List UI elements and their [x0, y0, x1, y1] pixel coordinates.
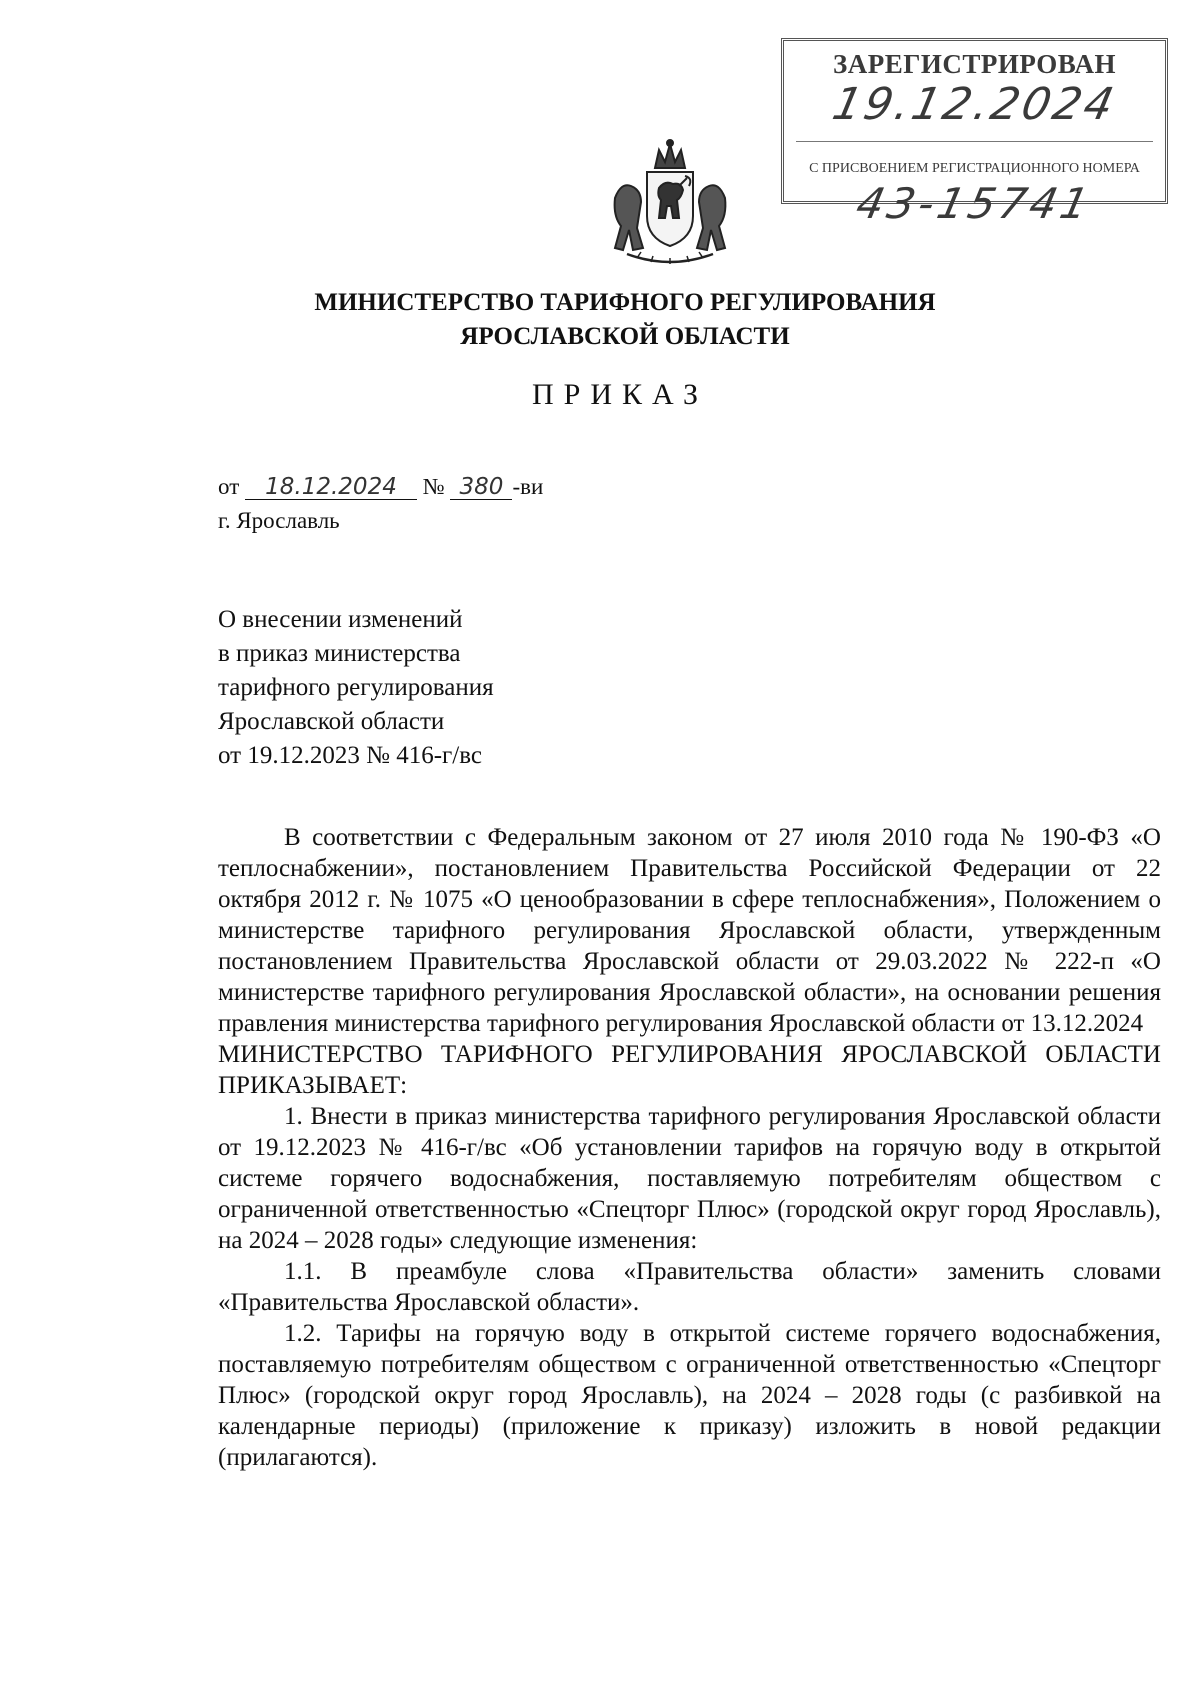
- decree-paragraph: МИНИСТЕРСТВО ТАРИФНОГО РЕГУЛИРОВАНИЯ ЯРОСЛАВСКОЙ ОБЛАСТИ ПРИКАЗЫВАЕТ:: [218, 1041, 1161, 1099]
- city: г. Ярославль: [218, 508, 340, 533]
- subject-line: тарифного регулирования: [218, 674, 494, 701]
- document-type-title: ПРИКАЗ: [532, 378, 708, 411]
- subject-line: О внесении изменений: [218, 606, 463, 633]
- order-number: 380: [450, 475, 512, 500]
- subject-line: от 19.12.2023 № 416-г/вс: [218, 742, 482, 769]
- order-date-number-line: [218, 474, 543, 500]
- subject-line: Ярославской области: [218, 708, 445, 735]
- subject-line: в приказ министерства: [218, 640, 461, 667]
- order-number-suffix: -ви: [512, 474, 544, 499]
- ministry-name-line1: МИНИСТЕРСТВО ТАРИФНОГО РЕГУЛИРОВАНИЯ: [314, 289, 936, 316]
- order-body: [218, 822, 1161, 1473]
- number-sign: №: [422, 474, 445, 499]
- item-1-1-paragraph: 1.1. В преамбуле слова «Правительства области» заменить словами «Правительства Ярославской области».: [218, 1258, 1161, 1316]
- item-1-paragraph: 1. Внести в приказ министерства тарифного регулирования Ярославской области от 19.12.2023 № 416-г/вс «Об установлении тарифов на горячую воду в открытой системе горячего водоснабжения, поставляемую потребителям обществом с ограниченной ответственностью «Спецторг Плюс» (городской округ город Ярославль), на 2024 – 2028 годы» следующие изменения:: [218, 1103, 1161, 1254]
- preamble-paragraph: В соответствии с Федеральным законом от 27 июля 2010 года № 190-ФЗ «О теплоснабжении», постановлением Правительства Российской Федерации от 22 октября 2012 г. № 1075 «О ценообразовании в сфере теплоснабжения», Положением о министерстве тарифного регулирования Ярославской области, утвержденным постановлением Правительства Ярославской области от 29.03.2022 № 222-п «О министерстве тарифного регулирования Ярославской области», на основании решения правления министерства тарифного регулирования Ярославской области от 13.12.2024: [218, 824, 1161, 1037]
- ministry-name-line2: ЯРОСЛАВСКОЙ ОБЛАСТИ: [460, 323, 790, 350]
- order-date: 18.12.2024: [245, 475, 417, 500]
- from-label: от: [218, 474, 240, 499]
- stamp-subtitle: С ПРИСВОЕНИЕМ РЕГИСТРАЦИОННОГО НОМЕРА: [809, 161, 1140, 176]
- item-1-2-paragraph: 1.2. Тарифы на горячую воду в открытой системе горячего водоснабжения, поставляемую потребителям обществом с ограниченной ответственностью «Спецторг Плюс» (городской округ город Ярославль), на 2024 – 2028 годы (с разбивкой на календарные периоды) (приложение к приказу) изложить в новой редакции (прилагаются).: [218, 1320, 1161, 1471]
- order-subject: [218, 603, 494, 773]
- stamp-divider: [796, 141, 1153, 142]
- stamp-handwritten-date: 19.12.2024: [828, 79, 1121, 130]
- stamp-title: ЗАРЕГИСТРИРОВАН: [832, 49, 1117, 79]
- coat-of-arms-icon: [607, 138, 733, 268]
- registration-stamp: [781, 38, 1168, 228]
- stamp-handwritten-number: 43-15741: [852, 179, 1097, 228]
